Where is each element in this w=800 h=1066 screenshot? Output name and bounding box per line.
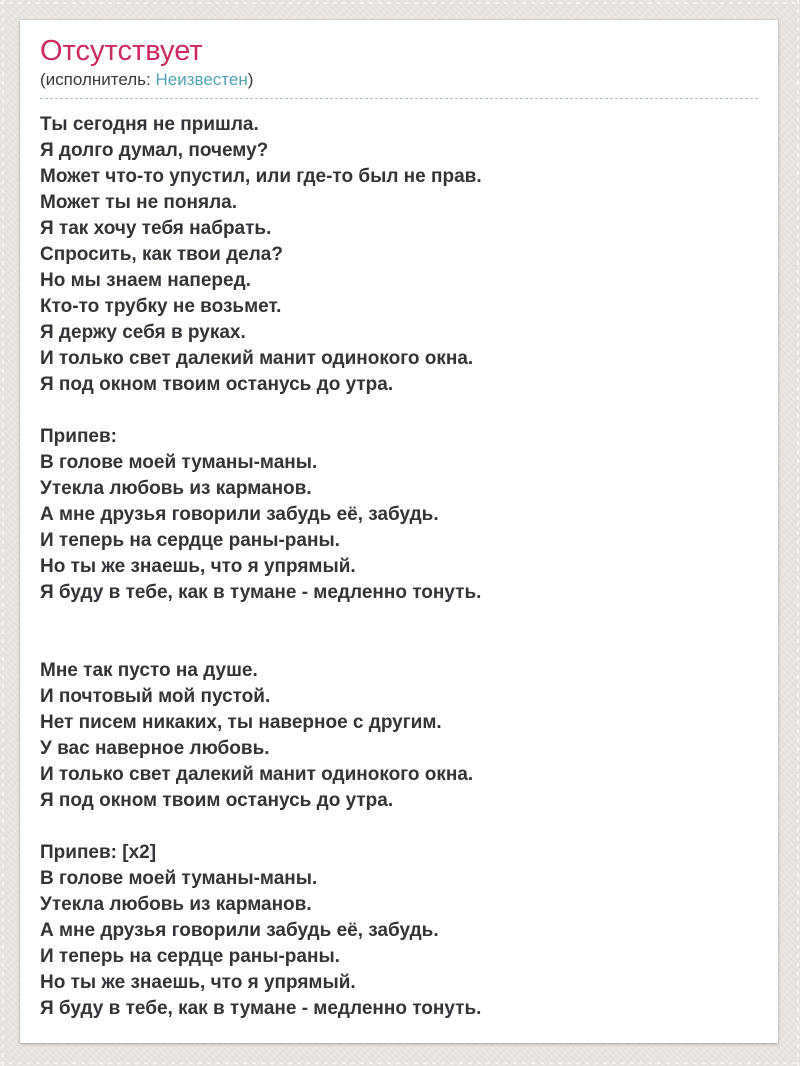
page-edge-dashed-right	[797, 0, 799, 1066]
lyric-line: Я буду в тебе, как в тумане - медленно тонуть.	[40, 998, 482, 1019]
lyric-line: Я так хочу тебя набрать.	[40, 218, 272, 239]
lyric-line: Я держу себя в руках.	[40, 322, 246, 343]
lyric-line: И почтовый мой пустой.	[40, 686, 271, 707]
lyric-line: Ты сегодня не пришла.	[40, 114, 259, 135]
lyric-line: Может что-то упустил, или где-то был не прав.	[40, 166, 482, 187]
artist-link[interactable]: Неизвестен	[155, 70, 248, 89]
lyric-line: Может ты не поняла.	[40, 192, 237, 213]
page-edge-dashed-top	[0, 2, 800, 4]
lyric-line: Но ты же знаешь, что я упрямый.	[40, 972, 356, 993]
artist-label-close: )	[247, 70, 254, 89]
lyric-line	[40, 606, 758, 632]
lyric-line: Я под окном твоим останусь до утра.	[40, 790, 394, 811]
lyric-line: И теперь на сердце раны-раны.	[40, 946, 340, 967]
lyric-line: В голове моей туманы-маны.	[40, 868, 318, 889]
lyric-line: А мне друзья говорили забудь её, забудь.	[40, 504, 439, 525]
lyric-line: Но ты же знаешь, что я упрямый.	[40, 556, 356, 577]
lyric-line	[40, 814, 758, 840]
lyric-line: Утекла любовь из карманов.	[40, 478, 312, 499]
page-edge-dashed-left	[2, 0, 4, 1066]
song-header	[40, 34, 758, 99]
lyric-line: Я буду в тебе, как в тумане - медленно тонуть.	[40, 582, 482, 603]
lyric-line	[40, 632, 758, 658]
lyric-line: Утекла любовь из карманов.	[40, 894, 312, 915]
lyric-line: И только свет далекий манит одинокого окна.	[40, 764, 474, 785]
lyric-line: И теперь на сердце раны-раны.	[40, 530, 340, 551]
lyric-line: Нет писем никаких, ты наверное с другим.	[40, 712, 442, 733]
lyric-line: Припев:	[40, 426, 117, 447]
lyric-line: Припев: [x2]	[40, 842, 157, 863]
lyric-line: А мне друзья говорили забудь её, забудь.	[40, 920, 439, 941]
lyric-line	[40, 398, 758, 424]
lyric-line: В голове моей туманы-маны.	[40, 452, 318, 473]
artist-line	[40, 69, 758, 91]
lyrics-panel	[20, 20, 778, 1043]
lyric-line: У вас наверное любовь.	[40, 738, 270, 759]
lyric-line: Но мы знаем наперед.	[40, 270, 251, 291]
page-edge-dashed-bottom	[0, 1062, 800, 1064]
song-title: Отсутствует	[40, 35, 203, 67]
lyric-line: И только свет далекий манит одинокого окна.	[40, 348, 474, 369]
lyric-line: Я долго думал, почему?	[40, 140, 269, 161]
lyric-line: Кто-то трубку не возьмет.	[40, 296, 282, 317]
artist-label: (исполнитель:	[40, 70, 151, 89]
lyric-line: Мне так пусто на душе.	[40, 660, 258, 681]
lyric-line: Я под окном твоим останусь до утра.	[40, 374, 394, 395]
lyrics-text	[40, 112, 758, 1022]
lyric-line: Спросить, как твои дела?	[40, 244, 283, 265]
